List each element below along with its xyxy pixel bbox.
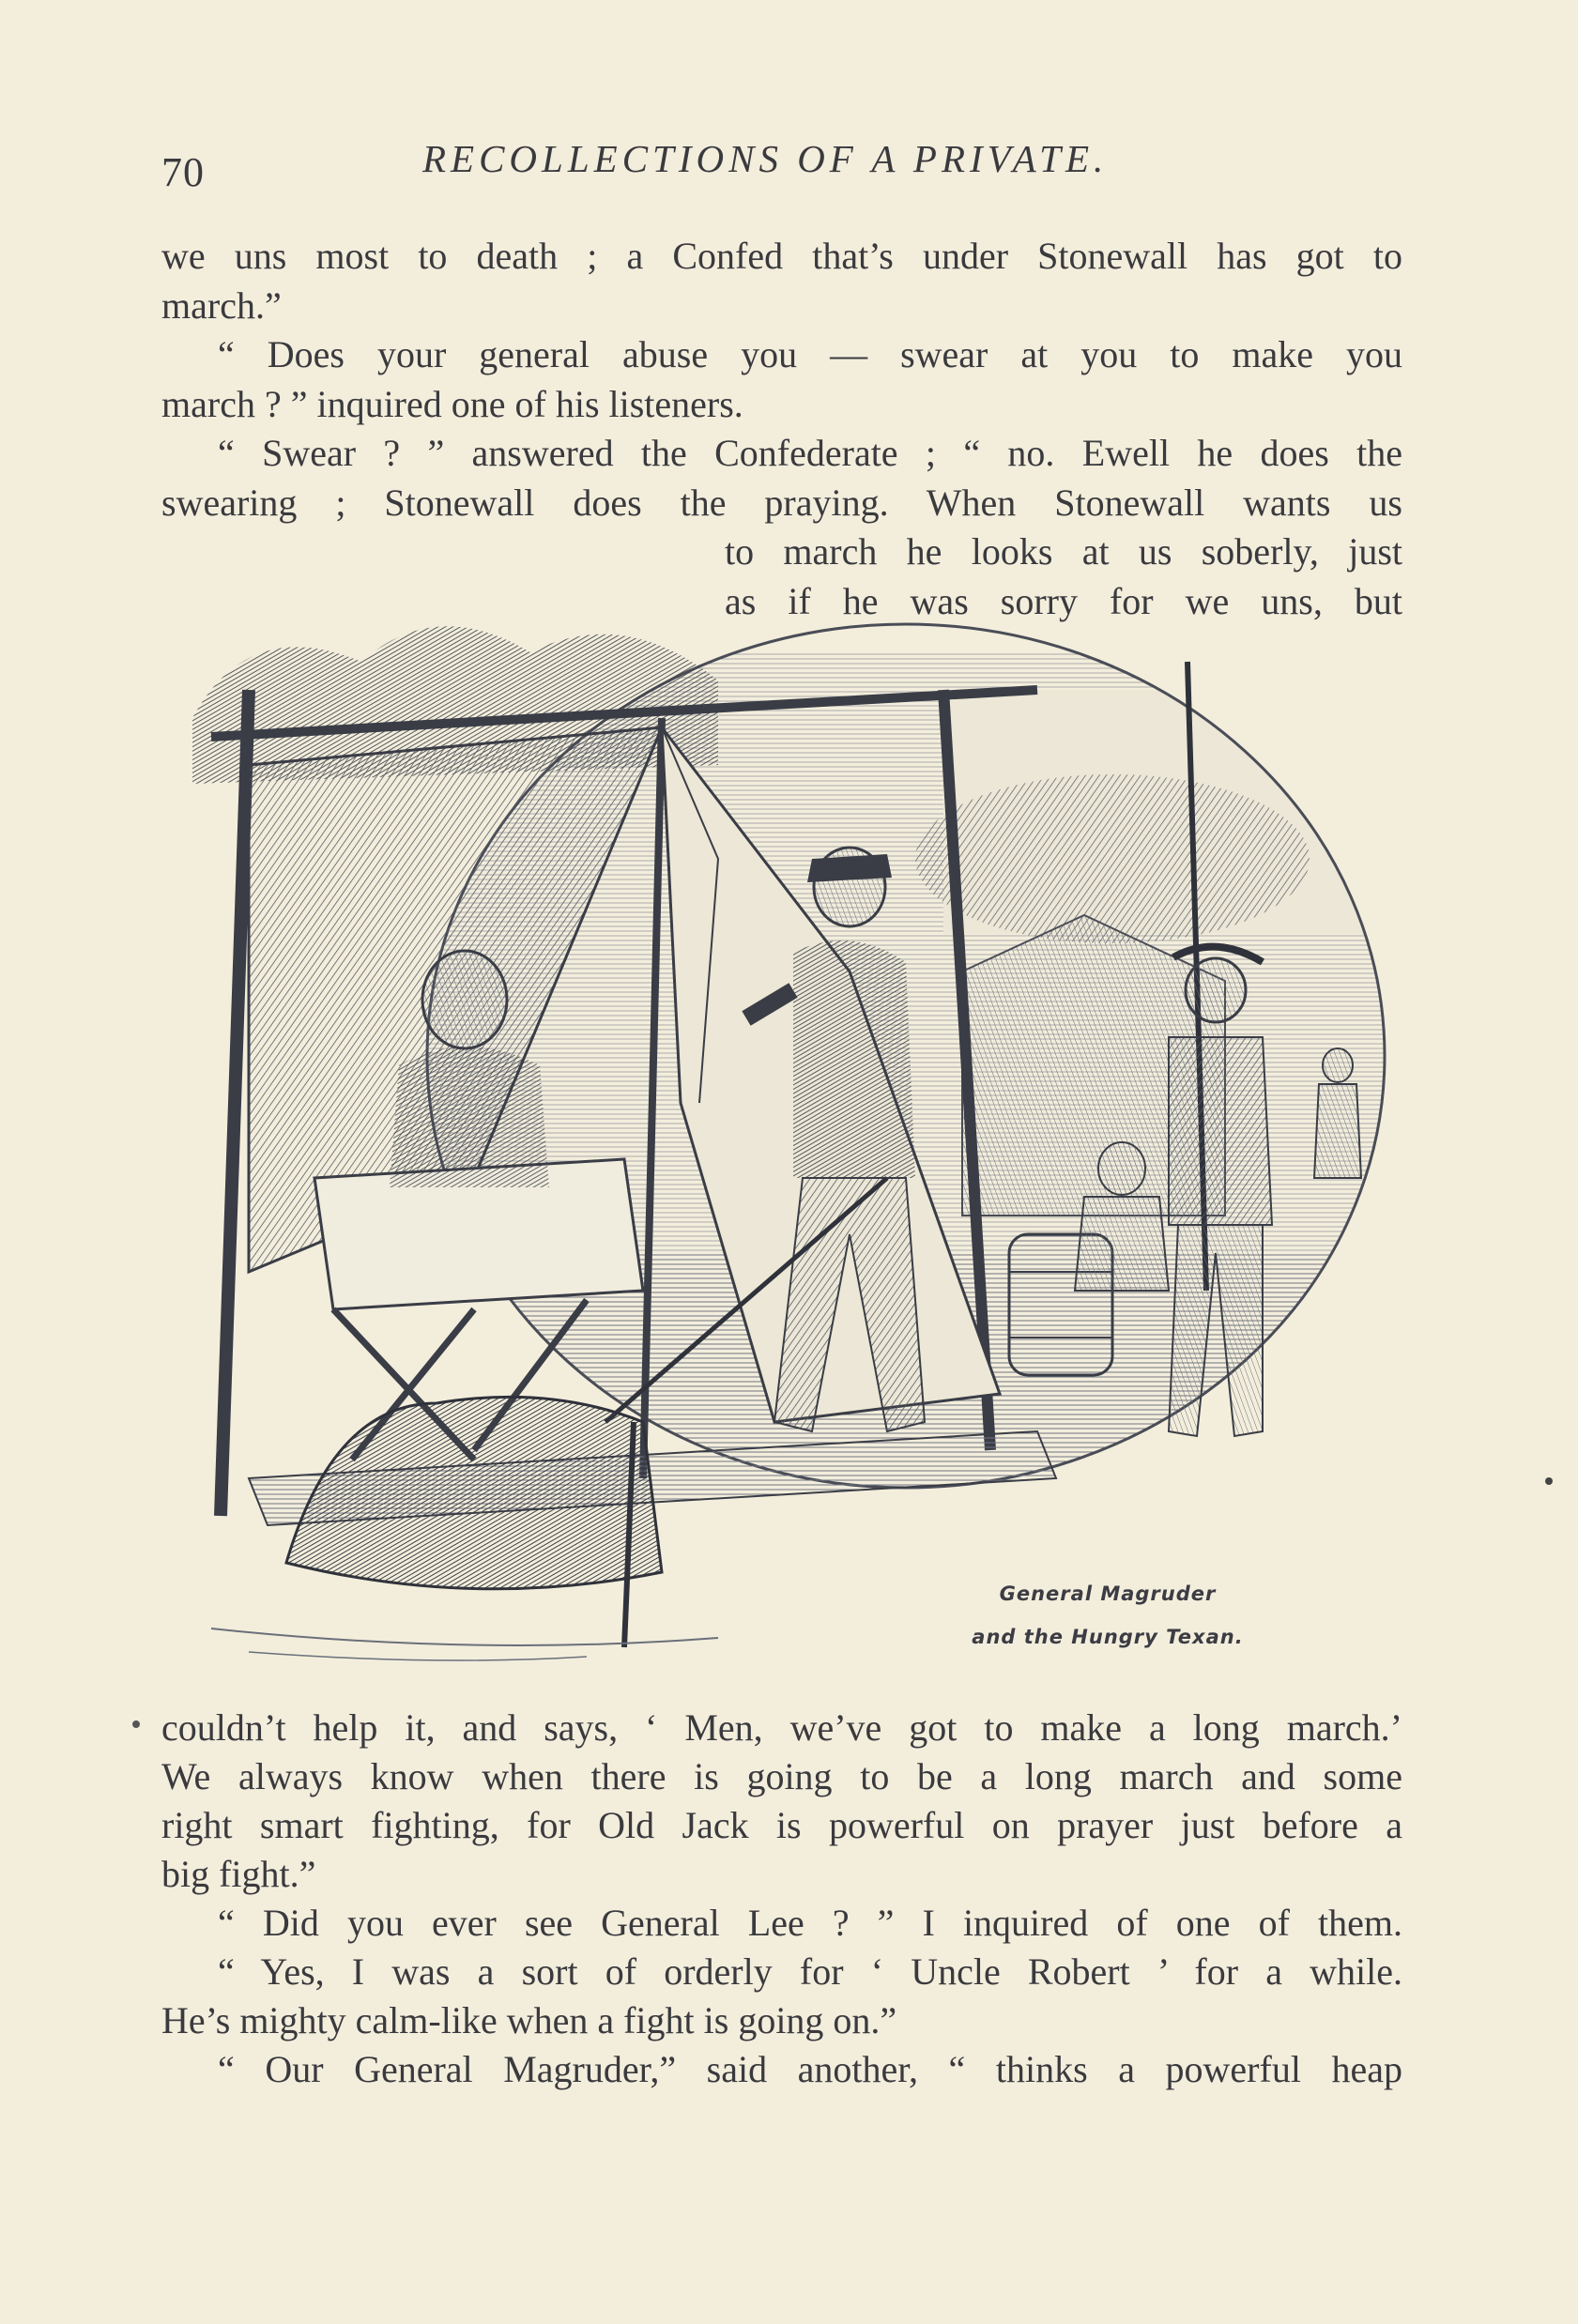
running-head: RECOLLECTIONS OF A PRIVATE. [422, 137, 1109, 180]
text-line: “ Swear ? ” answered the Confederate ; “ no. Ewell he does the [218, 432, 1402, 474]
text-line: “ Did you ever see General Lee ? ” I inquired of one of them. [218, 1902, 1402, 1944]
text-line: “ Our General Magruder,” said another, “ thinks a powerful heap [218, 2048, 1402, 2090]
margin-dot [132, 1720, 140, 1728]
text-line: march ? ” inquired one of his listeners. [161, 383, 743, 425]
text-line: big fight.” [161, 1853, 316, 1895]
text-line: “ Yes, I was a sort of orderly for ‘ Uncle Robert ’ for a while. [218, 1950, 1402, 1993]
text-line: right smart fighting, for Old Jack is powerful on prayer just before a [161, 1804, 1402, 1846]
illustration-caption-line-2: and the Hungry Texan. [972, 1626, 1244, 1648]
text-line: couldn’t help it, and says, ‘ Men, we’ve got to make a long march.’ [161, 1706, 1402, 1749]
text-line: march.” [161, 284, 282, 327]
text-line: swearing ; Stonewall does the praying. When Stonewall wants us [161, 482, 1402, 524]
engraving-illustration [192, 577, 1394, 1675]
text-line: He’s mighty calm-like when a fight is going on.” [161, 1999, 897, 2041]
illustration-caption-line-1: General Magruder [999, 1582, 1217, 1605]
text-line: to march he looks at us soberly, just [725, 530, 1402, 573]
text-line: we uns most to death ; a Confed that’s under Stonewall has got to [161, 235, 1402, 277]
text-line: “ Does your general abuse you — swear at you to make you [218, 333, 1402, 375]
text-line: as if he was sorry for we uns, but [725, 580, 1402, 622]
page-number: 70 [161, 149, 205, 195]
text-line: We always know when there is going to be a long march and some [161, 1755, 1402, 1797]
margin-dot [1545, 1477, 1553, 1485]
